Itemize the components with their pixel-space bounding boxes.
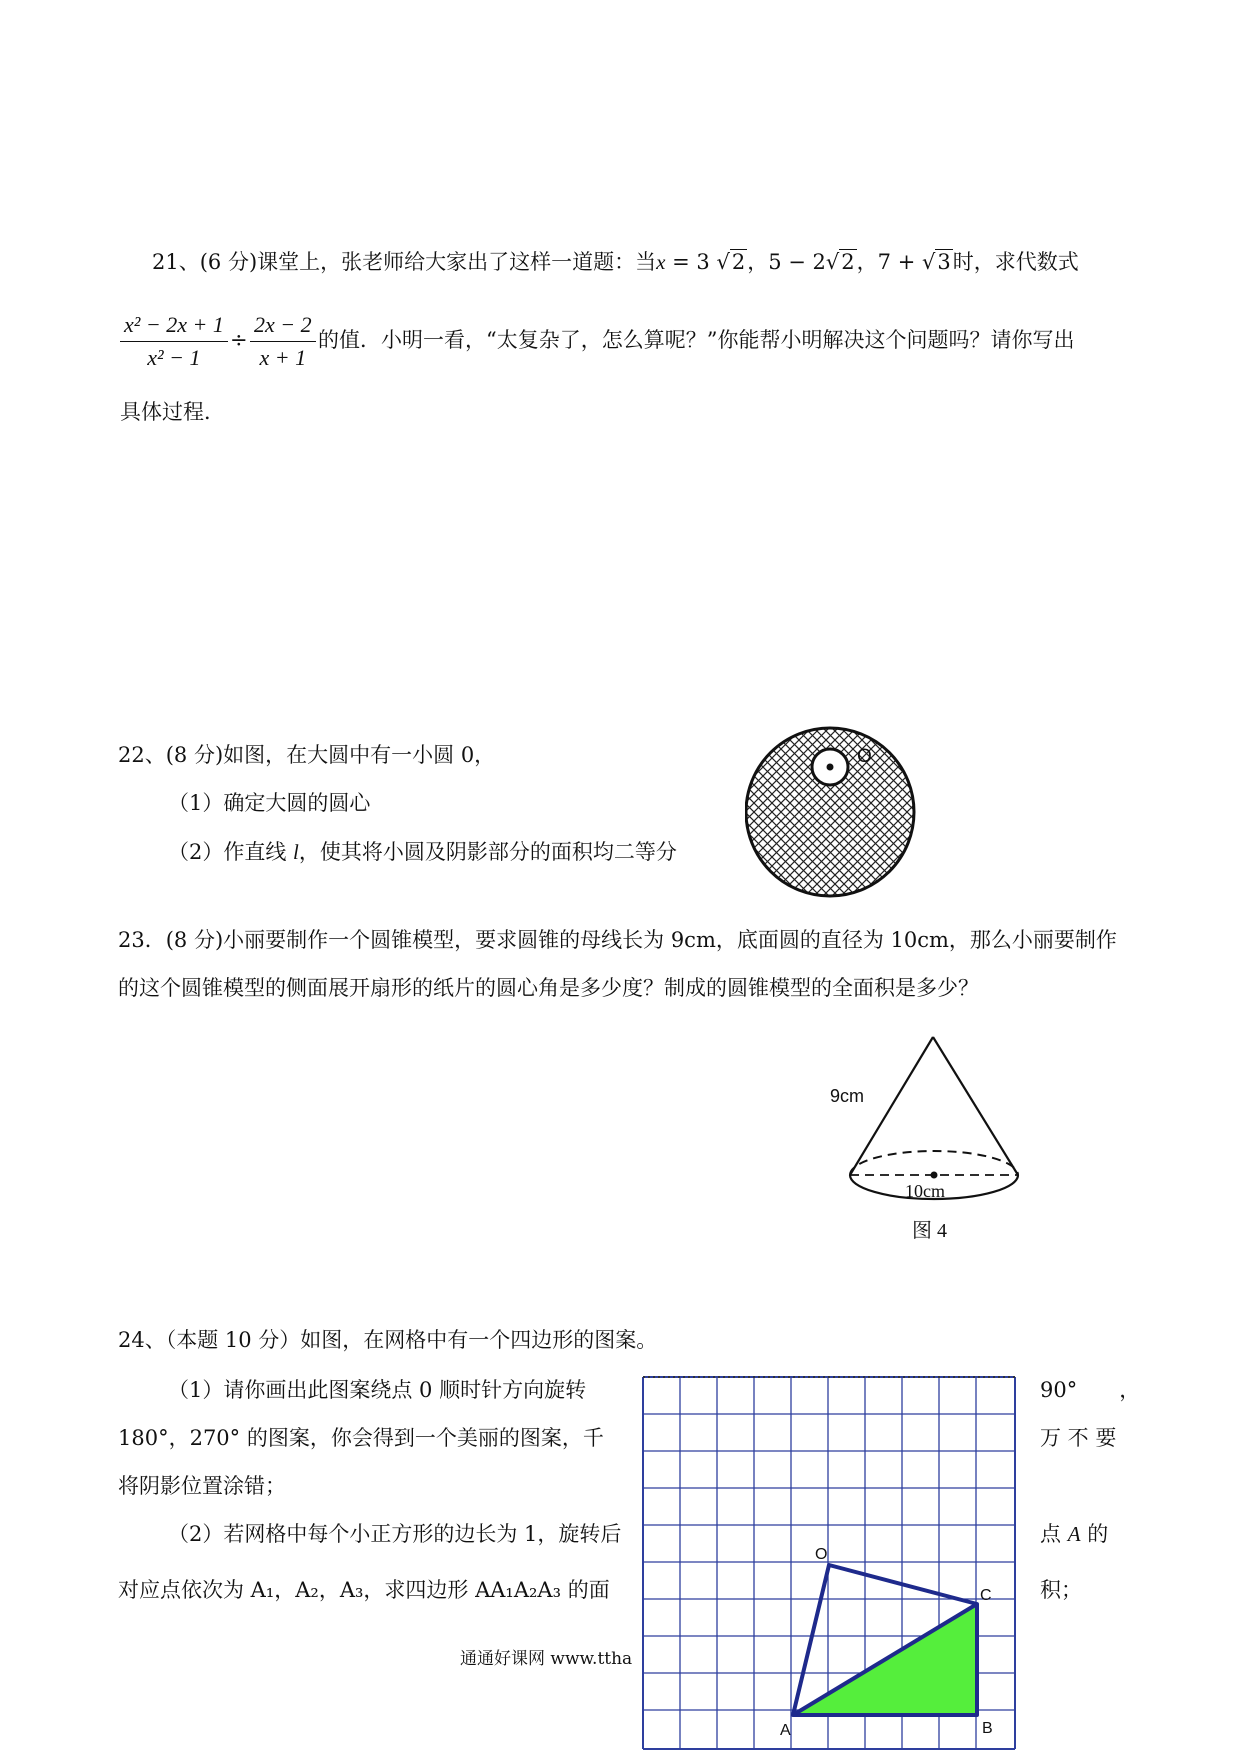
q21-x-var: x [656, 250, 666, 274]
q24-grid-figure [638, 1372, 1022, 1754]
q22-item1: （1）确定大圆的圆心 [168, 791, 371, 815]
q22-item2-a: （2）作直线 [168, 840, 294, 864]
sqrt-icon: √ [716, 250, 730, 274]
q21-frac1-den: x² − 1 [147, 345, 201, 370]
q22-title: 22、(8 分)如图，在大圆中有一小圆 0， [118, 743, 496, 767]
q21-comma2: ， [856, 250, 878, 274]
figure-caption: 图 4 [912, 1220, 947, 1242]
q21-line1 [152, 252, 1079, 273]
q24-p5-right: 积； [1040, 1578, 1082, 1602]
q24-p4-right-b: 的 [1080, 1522, 1109, 1546]
q21-line2: 的值．小明一看，“太复杂了，怎么算呢？”你能帮小明解决这个问题吗？请你写出 [318, 328, 1075, 352]
q21-val3-rad: 3 [937, 250, 951, 274]
q24-p3-left: 将阴影位置涂错； [118, 1474, 286, 1498]
q24-p1-left: （1）请你画出此图案绕点 0 顺时针方向旋转 [168, 1378, 587, 1402]
footer-watermark: 通通好课网 www.ttha [460, 1649, 633, 1669]
q22-label-o: O [857, 746, 872, 767]
q21-frac2-num: 2x − 2 [250, 312, 316, 342]
q24-p5-left: 对应点依次为 A₁，A₂，A₃，求四边形 AA₁A₂A₃ 的面 [118, 1578, 610, 1602]
q23-cone-figure [820, 1030, 1020, 1250]
cone-slant-label: 9cm [830, 1086, 865, 1106]
small-circle-center-dot [827, 764, 834, 771]
q22-item2-b: ，使其将小圆及阴影部分的面积均二等分 [298, 840, 677, 864]
q21-line3: 具体过程． [120, 400, 225, 424]
q22-circle-figure [745, 722, 935, 904]
q24-p4-right [1040, 1524, 1108, 1545]
q22-item2 [168, 842, 677, 863]
q24-p4-right-a: 点 [1040, 1522, 1068, 1546]
q21-eq: = 3 [665, 250, 717, 274]
q24-p4-right-var: A [1067, 1522, 1081, 1546]
q21-line1-end: 时，求代数式 [952, 250, 1079, 274]
grid-label-b: B [982, 1720, 993, 1737]
q22-item2-l: l [293, 840, 299, 864]
q21-val3-a: 7 + [877, 250, 922, 274]
sqrt-icon: √ [921, 250, 936, 274]
grid-label-o: O [815, 1546, 828, 1563]
cone-diameter-label: 10cm [905, 1181, 945, 1201]
q24-title: 24、（本题 10 分）如图，在网格中有一个四边形的图案。 [118, 1328, 658, 1352]
grid-label-a: A [780, 1722, 791, 1739]
cone-right-edge [933, 1037, 1018, 1175]
q21-comma1: ， [747, 250, 769, 274]
q21-div-sign: ÷ [230, 328, 248, 352]
q21-fraction-1 [120, 312, 228, 371]
q24-p4-left: （2）若网格中每个小正方形的边长为 1，旋转后 [168, 1522, 622, 1546]
cone-base-back [850, 1151, 1018, 1175]
sqrt-icon: √ [825, 250, 840, 274]
q21-frac2-den: x + 1 [259, 345, 307, 370]
cone-center-dot [931, 1172, 938, 1179]
q24-p1-right: 90° ， [1040, 1378, 1141, 1402]
q21-frac1-num: x² − 2x + 1 [120, 312, 228, 342]
q24-p2-left: 180°，270° 的图案，你会得到一个美丽的图案，千 [118, 1426, 604, 1450]
q24-p2-right: 万 不 要 [1040, 1426, 1117, 1450]
q21-fraction-2 [250, 312, 316, 371]
q23-line2: 的这个圆锥模型的侧面展开扇形的纸片的圆心角是多少度？制成的圆锥模型的全面积是多少？ [118, 976, 979, 1000]
q21-val2-rad: 2 [841, 250, 855, 274]
q21-val2-a: 5 − 2 [768, 250, 826, 274]
q23-line1: 23．(8 分)小丽要制作一个圆锥模型，要求圆锥的母线长为 9cm，底面圆的直径为 10cm，那么小丽要制作 [118, 928, 1117, 952]
grid-label-c: C [980, 1587, 992, 1604]
q21-val1-rad: 2 [731, 250, 746, 274]
q21-line1-text: 21、(6 分)课堂上，张老师给大家出了这样一道题：当 [152, 250, 657, 274]
